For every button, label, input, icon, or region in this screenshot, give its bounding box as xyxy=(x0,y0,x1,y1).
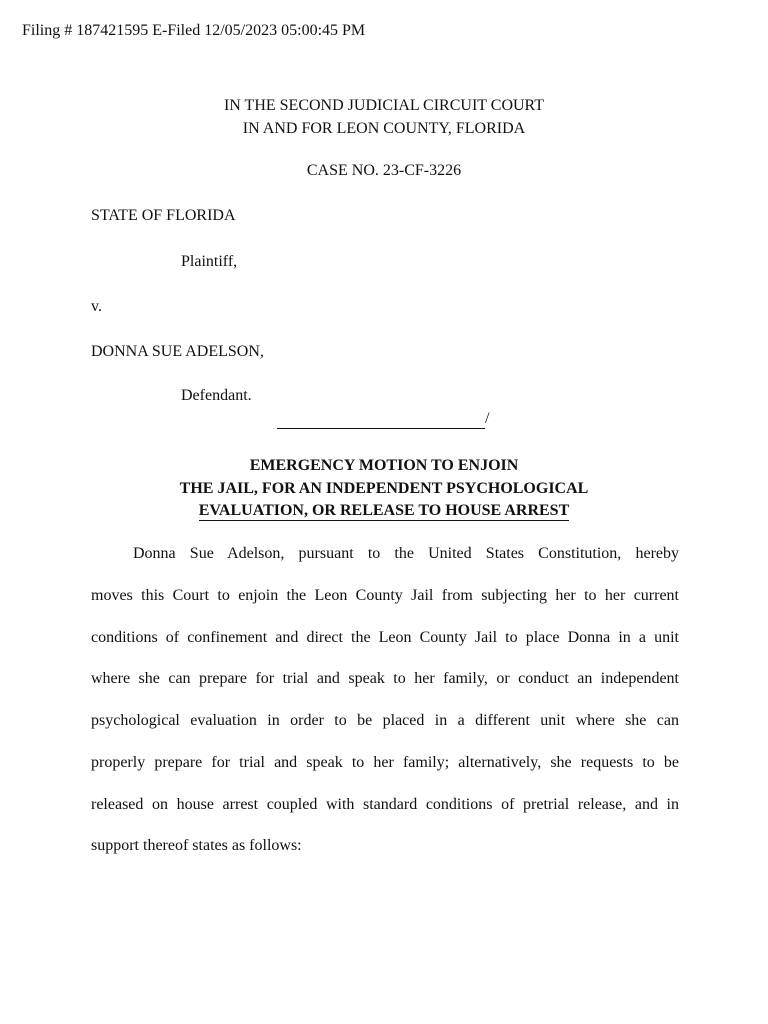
defendant-role: Defendant. xyxy=(181,387,252,404)
motion-title-line-3-text: EVALUATION, OR RELEASE TO HOUSE ARREST xyxy=(198,502,570,519)
body-line: Donna Sue Adelson, pursuant to the United States Constitution, hereby xyxy=(133,545,679,562)
motion-title-line-2: THE JAIL, FOR AN INDEPENDENT PSYCHOLOGICAL xyxy=(179,480,589,497)
court-name-line-2: IN AND FOR LEON COUNTY, FLORIDA xyxy=(242,120,526,137)
body-line: where she can prepare for trial and speak to her family, or conduct an independent xyxy=(91,670,679,687)
plaintiff-name: STATE OF FLORIDA xyxy=(91,207,236,224)
defendant-name: DONNA SUE ADELSON, xyxy=(91,343,264,360)
body-line: released on house arrest coupled with standard conditions of pretrial release, and in xyxy=(91,796,679,813)
body-line: moves this Court to enjoin the Leon County Jail from subjecting her to her current xyxy=(91,587,679,604)
case-number: CASE NO. 23-CF-3226 xyxy=(306,162,462,179)
filing-stamp: Filing # 187421595 E-Filed 12/05/2023 05:00:45 PM xyxy=(22,22,366,39)
body-line: conditions of confinement and direct the Leon County Jail to place Donna in a unit xyxy=(91,629,679,646)
signature-slash: / xyxy=(485,410,490,427)
motion-title-line-3 xyxy=(0,499,768,522)
signature-line xyxy=(277,408,485,429)
motion-title-line-1: EMERGENCY MOTION TO ENJOIN xyxy=(249,457,519,474)
body-line: support thereof states as follows: xyxy=(91,837,302,854)
body-line: psychological evaluation in order to be placed in a different unit where she can xyxy=(91,712,679,729)
body-line: properly prepare for trial and speak to her family; alternatively, she requests to be xyxy=(91,754,679,771)
versus: v. xyxy=(91,298,102,315)
plaintiff-role: Plaintiff, xyxy=(181,253,238,270)
court-name-line-1: IN THE SECOND JUDICIAL CIRCUIT COURT xyxy=(223,97,545,114)
